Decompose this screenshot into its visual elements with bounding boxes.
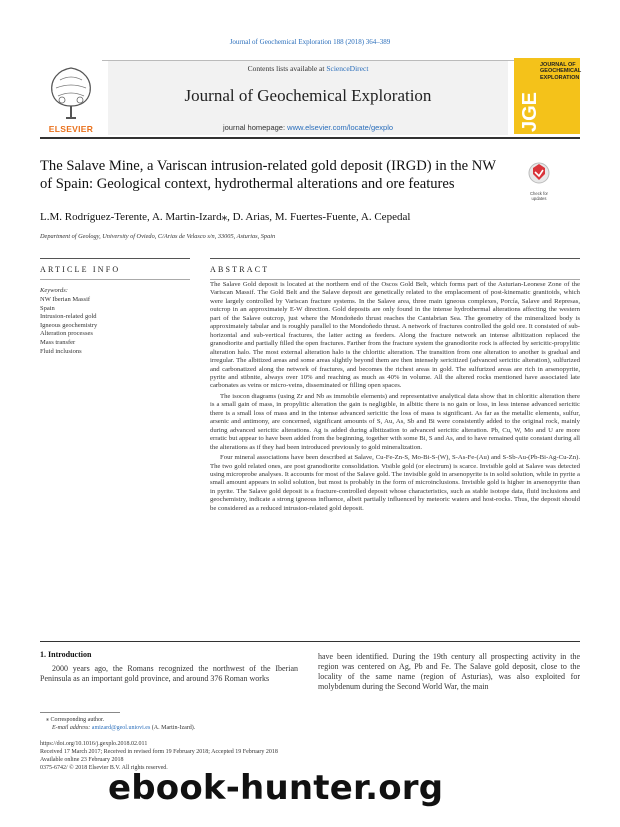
journal-title: Journal of Geochemical Exploration [184, 86, 432, 105]
contents-availability [108, 64, 508, 73]
abstract-paragraph: The isocon diagrams (using Zr and Nb as immobile elements) and representative analytical data show that in chloritic alteration there is a small gain of mass, in propylitic alteration the gain is negligible, in albitic there is no gain or loss, in less intense advanced sericitic there is a small loss of mass and in the intense advanced sericitic the loss of mass is significant. As far as the metallic elements, sulfur, arsenic and antimony, are concerned, significant amounts of S, Au, As, Sb and Bi were consistently added to the original rock, mainly during advanced sericitic alterations. Ag is added during albitization to advanced sericitic alteration. Pb, Cu, W, Mo and U are more erratic but appear to have been added from the beginning, together with some Bi, S and As, and to have remained quite constant during all the alterations as if they had been introduced previously to gold mineralization. [210, 392, 580, 451]
keyword-item: Fluid inclusions [40, 347, 82, 355]
abstract-body [210, 281, 580, 513]
email-link[interactable]: amizard@geol.uniovi.es [91, 725, 151, 731]
elsevier-tree-logo [40, 60, 102, 132]
author-affiliation: Department of Geology, University of Oviedo, C/Arias de Velasco s/n, 33005, Asturias, Spain [40, 233, 276, 240]
publisher-logo-text: ELSEVIER [48, 124, 94, 134]
journal-homepage [108, 123, 508, 132]
cover-journal-title: JOURNAL OF GEOCHEMICAL EXPLORATION [540, 62, 582, 81]
crossmark-label-1: Check for [530, 191, 548, 196]
journal-reference[interactable]: Journal of Geochemical Exploration 188 (2018) 364–389 [229, 38, 391, 46]
keywords-label: Keywords: [40, 287, 68, 294]
abstract-end-rule [40, 641, 580, 642]
article-title: The Salave Mine, a Variscan intrusion-related gold deposit (IRGD) in the NW of Spain: Geological context, hydrothermal alterations and ore features [40, 158, 496, 192]
email-suffix: (A. Martin-Izard). [150, 725, 196, 731]
crossmark-icon [522, 161, 556, 187]
crossmark-label-2: updates [531, 195, 547, 201]
homepage-link[interactable]: www.elsevier.com/locate/gexplo [287, 123, 394, 132]
keywords-list [40, 296, 97, 356]
received-dates: Received 17 March 2017; Received in revised form 19 February 2018; Accepted 19 February 2018 [40, 749, 278, 755]
cover-abbreviation: JGE [519, 91, 541, 132]
introduction-left-column: 2000 years ago, the Romans recognized the northwest of the Iberian Peninsula as an important gold province, and around 376 Roman works [40, 664, 298, 683]
footnote-rule [40, 712, 120, 713]
abstract-paragraph: Four mineral associations have been described at Salave, Cu-Fe-Zn-S, Mo-Bi-S-(W), S-As-Fe-(Au) and S-Sb-Au-(Pb-Bi-Ag-Cu-Zn). The two gold related ones, are post granodiorite consolidation. Visible gold (or electrum) is scarce. Invisible gold at Salave was detected using microprobe analyses. It accounts for most of the Salave gold. The invisible gold in arsenopyrite is in solid solution, while in pyrite a small amount appears in solid solution, but most is probably in the form of microinclusions. Invisible gold is higher in arsenopyrite than in pyrite. The Salave gold deposit is a fracture-controlled deposit whose characteristics, such as stable isotope data, fluid inclusions and geochemistry, indicate a strong igneous influence, albeit partially influenced by meteoric waters and host-rocks. Thus, the deposit should be considered as a reduced intrusion-related gold deposit. [210, 454, 580, 512]
keyword-item: Mass transfer [40, 338, 76, 346]
homepage-prefix: journal homepage: [222, 123, 288, 132]
keyword-item: NW Iberian Massif [40, 296, 91, 303]
header-bottom-rule [40, 137, 580, 139]
copyright-line: 0375-6742/ © 2018 Elsevier B.V. All rights reserved. [40, 765, 168, 771]
author-list: L.M. Rodríguez-Terente, A. Martin-Izard⁎, D. Arias, M. Fuertes-Fuente, A. Cepedal [40, 211, 411, 223]
keyword-item: Spain [40, 304, 55, 312]
article-info-bottom-rule [40, 279, 190, 280]
abstract-top-rule [210, 258, 580, 259]
sciencedirect-link[interactable]: ScienceDirect [326, 64, 369, 73]
email-note [52, 725, 195, 731]
introduction-heading: 1. Introduction [40, 650, 92, 659]
keyword-item: Igneous geochemistry [40, 321, 98, 329]
email-label: E-mail address: [52, 725, 92, 731]
check-for-updates-badge[interactable] [522, 161, 556, 201]
article-info-top-rule [40, 258, 190, 259]
article-info-heading: ARTICLE INFO [40, 265, 121, 274]
keyword-item: Intrusion-related gold [40, 313, 97, 321]
introduction-right-column: have been identified. During the 19th century all prospecting activity in the region was centered on Ag, Pb and Fe. The Salave gold deposit, close to the locality of the same name (region of Asturias), was also exploited for molybdenum during the Second World War, the main [318, 652, 580, 691]
abstract-bottom-rule [210, 279, 580, 280]
watermark-text: ebook-hunter.org [108, 768, 444, 808]
corresponding-author-note: ⁎ Corresponding author. [46, 717, 105, 723]
keyword-item: Alteration processes [40, 330, 93, 338]
abstract-heading: ABSTRACT [210, 265, 270, 274]
online-date: Available online 23 February 2018 [40, 757, 124, 763]
doi-link[interactable]: https://doi.org/10.1016/j.gexplo.2018.02.011 [40, 741, 148, 747]
contents-prefix: Contents lists available at [247, 64, 327, 73]
abstract-paragraph: The Salave Gold deposit is located at the northern end of the Oscos Gold Belt, which forms part of the Asturian-Leonese Zone of the Variscan Massif. The Gold Belt and the Salave deposit are genetically related to the emplacement of post-kinematic granitoids, which were largely controlled by Variscan fracture systems. In the Salave area, three main igneous complexes, Porcía, Salave and Represas, outcrop in an approximately E-W direction. Gold deposits are only found in the intense hydrothermal alterations affecting the western part of the Salave outcrop, just where the Mondoñedo thrust reaches the Cantabrian Sea. The geometry of the mineralized body is approximately tabular and is roughly parallel to the Mondoñedo thrust. A network of fractures controlled the gold ore. It consisted of sub-horizontal and sub-vertical fractures, the latter acting as feeders. Along the fracture network an intense albitization replaced the granodiorite and partially filled the open fractures. Farther from the fracture system the granodiorite rock is affected by sericitic-propylitic alteration halo. The most external alteration halo is the chloritic alteration. The transition from one alteration to another is gradual and irregular. The albitized areas and some areas slightly beyond them are then intensely sericitized (advanced sericitic alteration), sulfurized and carbonatized along the network of fractures, and becomes the richest areas in gold. The sulfurized areas are rich in arsenopyrite, pyrite and stibnite, always over 10% and reaching as much as 40% in volume. All the altered rocks mentioned have associated late carbonates as veins or micro-veins, disseminated or filling open spaces. [210, 281, 580, 390]
